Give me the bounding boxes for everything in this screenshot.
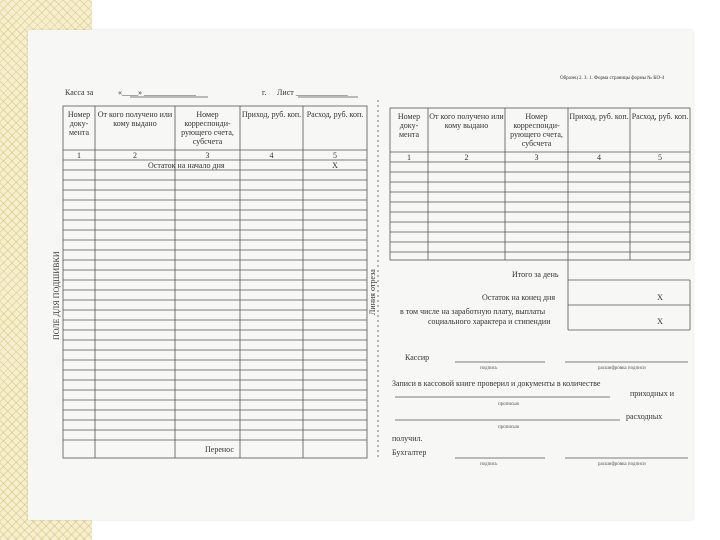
col-header-income-right: Приход, руб. коп.	[569, 112, 629, 121]
date-field[interactable]: «____» _____________	[118, 88, 196, 97]
col-header-expense-right: Расход, руб. коп.	[631, 112, 689, 121]
col-header-from-to-right: От кого получено или кому выдано	[429, 112, 504, 130]
col-number-5-right: 5	[658, 153, 662, 162]
year-suffix: г.	[262, 88, 267, 97]
col-number-2-right: 2	[464, 153, 469, 162]
col-number-4-right: 4	[597, 153, 601, 162]
closing-balance-label: Остаток на конец дня	[482, 293, 555, 302]
binding-margin-label: ПОЛЕ ДЛЯ ПОДШИВКИ	[52, 251, 61, 340]
cashier-label: Кассир	[405, 353, 430, 362]
accountant-decode-caption: расшифровка подписи	[598, 462, 646, 467]
col-header-account: Номер корреспонди- рующего счета, субсчета	[181, 110, 234, 146]
col-number-3-right: 3	[534, 153, 539, 162]
closing-balance-x: Х	[657, 293, 663, 302]
col-number-3: 3	[205, 151, 210, 160]
sheet-number-field[interactable]: Лист _____________	[277, 88, 348, 97]
form-reference: Образец 2. З. 1. Форма страницы формы № КО-4	[560, 76, 665, 81]
cashier-decode-caption: расшифровка подписи	[598, 366, 646, 371]
carry-over-label: Перенос	[205, 445, 234, 454]
outgoing-docs-label: расходных	[626, 412, 663, 421]
accountant-label: Бухгалтер	[392, 448, 427, 457]
incoming-docs-label: приходных и	[630, 389, 675, 398]
outgoing-in-words-caption: прописью	[498, 425, 520, 430]
col-number-1: 1	[77, 151, 81, 160]
cashbook-label: Касса за	[65, 88, 94, 97]
col-header-income: Приход, руб. коп.	[241, 110, 302, 119]
day-total-label: Итого за день	[512, 270, 559, 279]
incoming-in-words-caption: прописью	[498, 402, 520, 407]
col-header-doc-number: Номер доку- мента	[67, 110, 91, 137]
cashier-signature-caption: подпись	[480, 366, 498, 371]
col-header-doc-number-right: Номер доку- мента	[397, 112, 421, 139]
incl-salary-x: Х	[657, 317, 663, 326]
col-header-account-right: Номер корреспонди- рующего счета, субсчета	[510, 112, 563, 148]
col-number-1-right: 1	[407, 153, 411, 162]
records-checked-text: Записи в кассовой книге проверил и документы в количестве	[392, 379, 601, 388]
col-header-from-to: От кого получено или кому выдано	[97, 110, 173, 128]
opening-balance-x: Х	[332, 161, 338, 170]
accountant-signature-caption: подпись	[480, 462, 498, 467]
col-number-4: 4	[269, 151, 274, 160]
col-header-expense: Расход, руб. коп.	[306, 110, 364, 119]
cut-line-label: Линия отреза	[368, 269, 377, 315]
opening-balance-label: Остаток на начало дня	[148, 161, 225, 170]
col-number-5: 5	[333, 151, 337, 160]
incl-salary-line2: социального характера и стипендии	[428, 317, 551, 326]
col-number-2: 2	[133, 151, 137, 160]
incl-salary-line1: в том числе на заработную плату, выплаты	[400, 307, 546, 316]
received-label: получил.	[392, 434, 423, 443]
